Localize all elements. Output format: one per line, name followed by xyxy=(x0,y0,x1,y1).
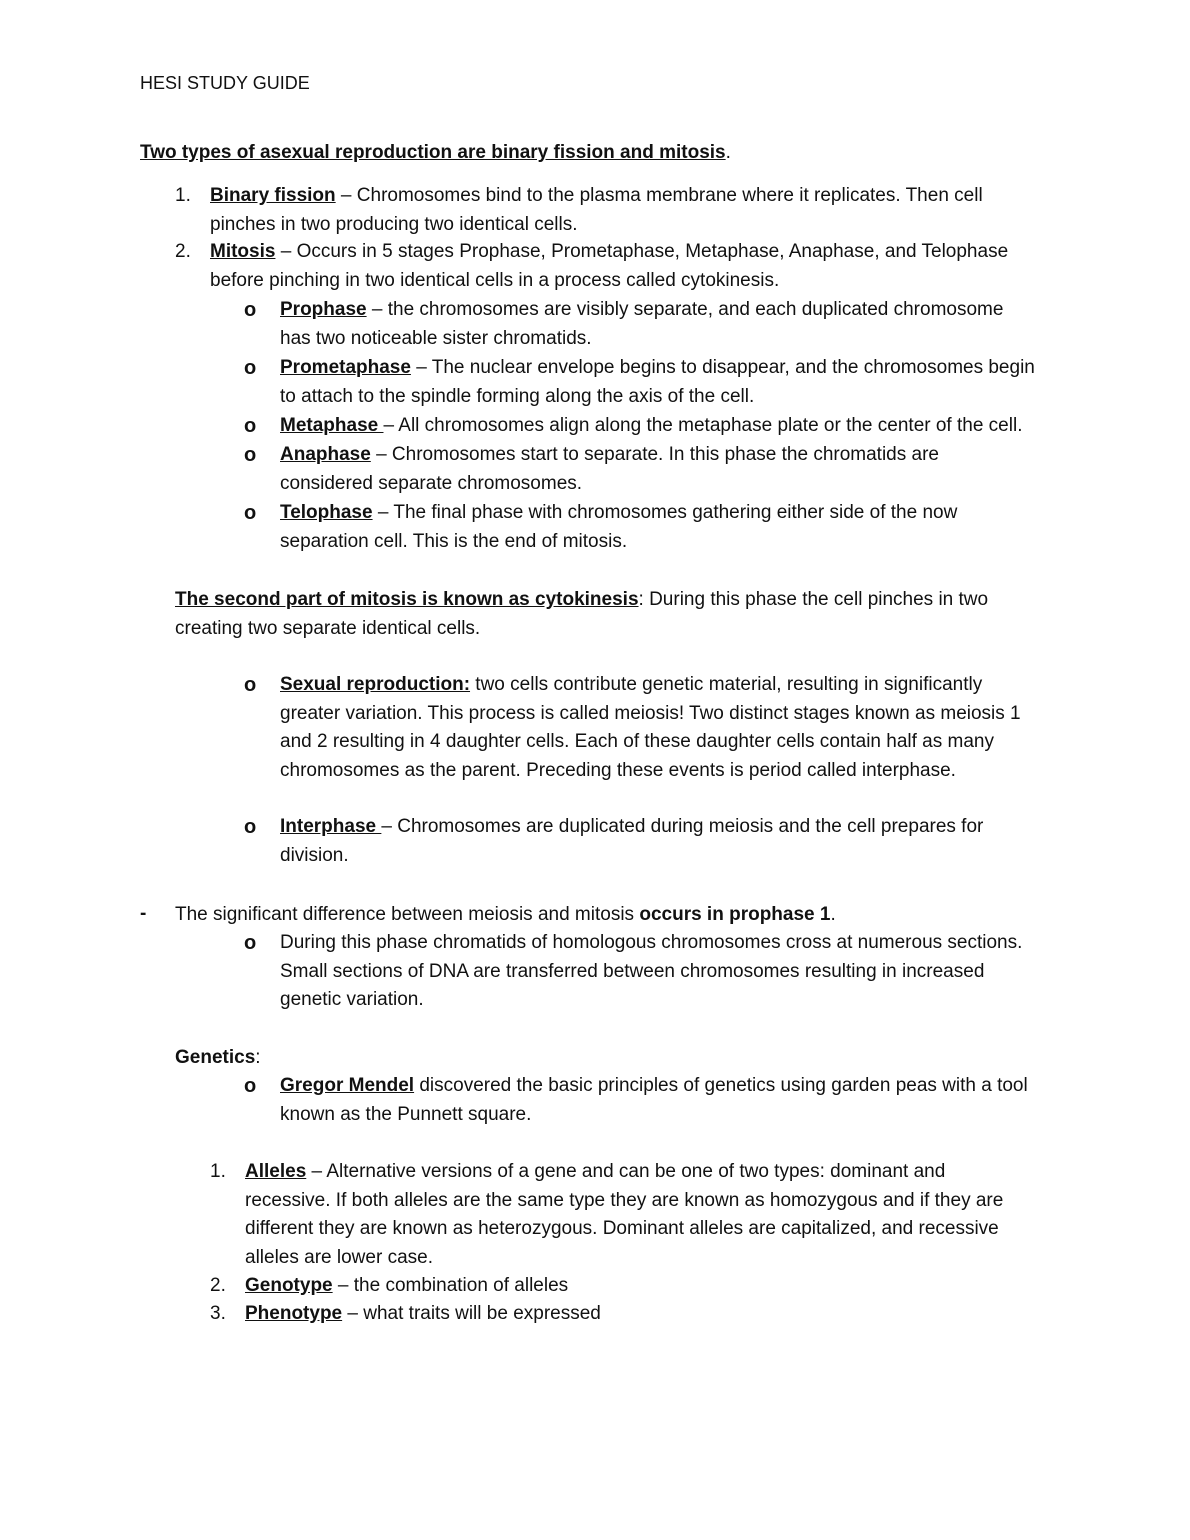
list-item-binary-fission xyxy=(210,182,983,239)
dash-bullet-icon: - xyxy=(140,903,147,924)
list-item-line: recessive. If both alleles are the same type they are known as homozygous and if they are xyxy=(245,1189,1004,1211)
difference-line xyxy=(175,901,836,930)
term-sexual-reproduction: Sexual reproduction: xyxy=(280,674,471,695)
stage-line: to attach to the spindle forming along the axis of the cell. xyxy=(280,385,755,407)
term-interphase: Interphase xyxy=(280,816,382,837)
intro-heading-end: . xyxy=(725,142,731,163)
item-line: greater variation. This process is called meiosis! Two distinct stages known as meiosis 1 xyxy=(280,702,1021,724)
document-header: HESI STUDY GUIDE xyxy=(140,73,310,93)
term-genotype: Genotype xyxy=(245,1275,333,1296)
list-item-genotype xyxy=(245,1272,568,1301)
term-phenotype: Phenotype xyxy=(245,1303,343,1324)
bullet-icon: o xyxy=(244,502,257,524)
list-item-line: different they are known as heterozygous. Dominant alleles are capitalized, and recessive xyxy=(245,1218,999,1239)
term-alleles: Alleles xyxy=(245,1161,307,1182)
stage-prometaphase xyxy=(280,354,1035,411)
paragraph-line: creating two separate identical cells. xyxy=(175,617,481,639)
stage-line: considered separate chromosomes. xyxy=(280,472,583,494)
list-number: 1. xyxy=(175,185,191,206)
bullet-icon: o xyxy=(244,816,257,838)
list-item-mitosis xyxy=(210,238,1008,295)
stage-line: – The final phase with chromosomes gathering either side of the now xyxy=(372,502,958,523)
term-anaphase: Anaphase xyxy=(280,444,371,465)
sexual-reproduction-item xyxy=(280,671,1021,785)
crossing-over-item xyxy=(280,929,1022,1015)
term-binary-fission: Binary fission xyxy=(210,185,336,206)
stage-telophase xyxy=(280,499,957,556)
list-item-line: alleles are lower case. xyxy=(245,1246,433,1268)
genetics-colon: : xyxy=(255,1047,261,1068)
bullet-icon: o xyxy=(244,674,257,696)
paragraph-line: : During this phase the cell pinches in two xyxy=(638,589,989,610)
list-item-line: pinches in two producing two identical cells. xyxy=(210,213,578,235)
term-mitosis: Mitosis xyxy=(210,241,276,262)
stage-line: – Chromosomes start to separate. In this phase the chromatids are xyxy=(370,444,939,465)
interphase-item xyxy=(280,813,983,870)
difference-bold: occurs in prophase 1 xyxy=(639,904,831,925)
list-number: 2. xyxy=(210,1275,226,1296)
term-cytokinesis: The second part of mitosis is known as cytokinesis xyxy=(175,589,639,610)
item-line: chromosomes as the parent. Preceding these events is period called interphase. xyxy=(280,759,956,781)
bullet-icon: o xyxy=(244,1075,257,1097)
term-prometaphase: Prometaphase xyxy=(280,357,411,378)
genetics-heading-text: Genetics xyxy=(175,1047,256,1068)
list-number: 3. xyxy=(210,1303,226,1324)
stage-line: – All chromosomes align along the metaphase plate or the center of the cell. xyxy=(383,415,1023,436)
list-item-line: – what traits will be expressed xyxy=(342,1303,601,1324)
list-item-line: – Alternative versions of a gene and can be one of two types: dominant and xyxy=(306,1161,946,1182)
bullet-icon: o xyxy=(244,444,257,466)
item-line: discovered the basic principles of genetics using garden peas with a tool xyxy=(414,1075,1028,1096)
list-number: 2. xyxy=(175,241,191,262)
intro-heading-text: Two types of asexual reproduction are binary fission and mitosis xyxy=(140,142,726,163)
list-item-line: – the combination of alleles xyxy=(332,1275,569,1296)
item-line: – Chromosomes are duplicated during meiosis and the cell prepares for xyxy=(381,816,984,837)
term-prophase: Prophase xyxy=(280,299,367,320)
list-number: 1. xyxy=(210,1161,226,1182)
mendel-item xyxy=(280,1072,1028,1129)
bullet-icon: o xyxy=(244,932,257,954)
difference-end: . xyxy=(830,904,836,925)
stage-line: separation cell. This is the end of mitosis. xyxy=(280,530,628,552)
stage-line: – the chromosomes are visibly separate, and each duplicated chromosome xyxy=(366,299,1004,320)
list-item-phenotype xyxy=(245,1300,601,1329)
item-line: division. xyxy=(280,844,349,866)
bullet-icon: o xyxy=(244,357,257,379)
item-line: Small sections of DNA are transferred between chromosomes resulting in increased xyxy=(280,960,985,982)
cytokinesis-paragraph xyxy=(175,586,988,643)
item-line: During this phase chromatids of homologous chromosomes cross at numerous sections. xyxy=(280,932,1023,953)
bullet-icon: o xyxy=(244,415,257,437)
intro-heading xyxy=(140,139,731,168)
bullet-icon: o xyxy=(244,299,257,321)
stage-metaphase xyxy=(280,412,1022,441)
genetics-heading xyxy=(175,1044,261,1073)
stage-line: – The nuclear envelope begins to disappear, and the chromosomes begin xyxy=(410,357,1035,378)
list-item-line: before pinching in two identical cells in a process called cytokinesis. xyxy=(210,269,780,291)
list-item-line: – Occurs in 5 stages Prophase, Prometaphase, Metaphase, Anaphase, and Telophase xyxy=(275,241,1009,262)
term-gregor-mendel: Gregor Mendel xyxy=(280,1075,415,1096)
item-line: two cells contribute genetic material, resulting in significantly xyxy=(470,674,983,695)
term-metaphase: Metaphase xyxy=(280,415,384,436)
list-item-line: – Chromosomes bind to the plasma membrane where it replicates. Then cell xyxy=(335,185,983,206)
item-line: and 2 resulting in 4 daughter cells. Each of these daughter cells contain half as many xyxy=(280,731,994,752)
item-line: known as the Punnett square. xyxy=(280,1103,532,1125)
stage-line: has two noticeable sister chromatids. xyxy=(280,327,592,349)
stage-prophase xyxy=(280,296,1003,353)
stage-anaphase xyxy=(280,441,939,498)
term-telophase: Telophase xyxy=(280,502,373,523)
difference-text: The significant difference between meiosis and mitosis xyxy=(175,904,640,925)
item-line: genetic variation. xyxy=(280,989,424,1010)
list-item-alleles xyxy=(245,1158,1003,1272)
